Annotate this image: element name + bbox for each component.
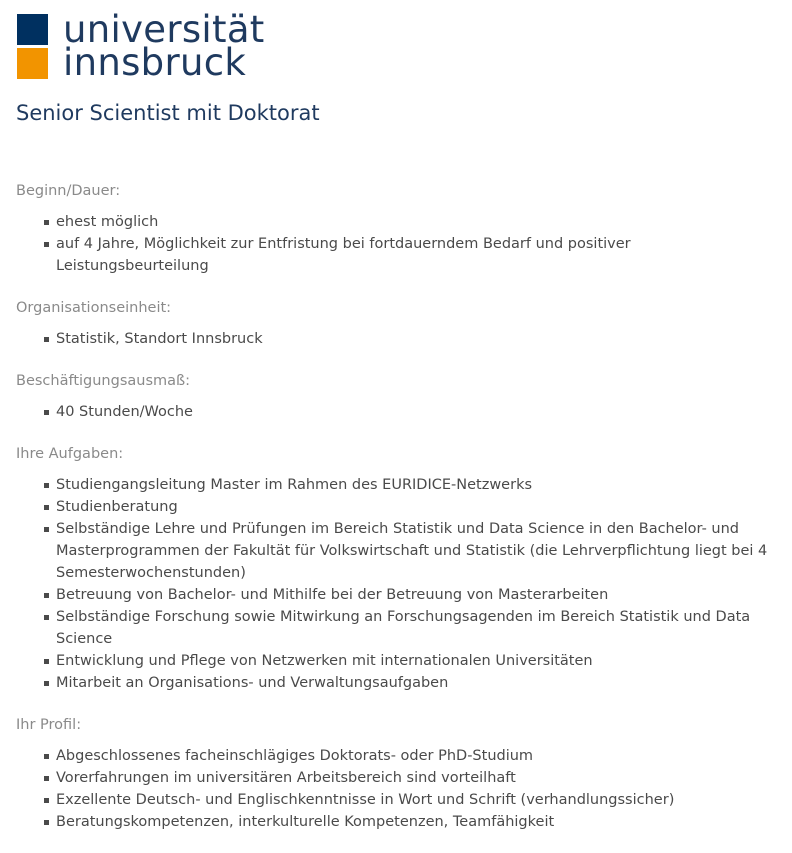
university-logo[interactable] [17,8,277,84]
section-label: Organisationseinheit: [16,300,172,316]
list-item: Beratungskompetenzen, interkulturelle Kompetenzen, Teamfähigkeit [16,811,786,833]
section-label: Ihre Aufgaben: [16,446,124,462]
section-list [16,328,786,350]
section-organisationseinheit [16,297,786,350]
list-item: Statistik, Standort Innsbruck [16,328,786,350]
page-title: Senior Scientist mit Doktorat [16,101,320,125]
list-item: Exzellente Deutsch- und Englischkenntnisse in Wort und Schrift (verhandlungssicher) [16,789,786,811]
list-item: auf 4 Jahre, Möglichkeit zur Entfristung bei fortdauerndem Bedarf und positiver Leistungsbeurteilung [16,233,786,277]
section-label: Beginn/Dauer: [16,183,121,199]
job-details [16,180,786,853]
section-list [16,401,786,423]
list-item: 40 Stunden/Woche [16,401,786,423]
list-item: Entwicklung und Pflege von Netzwerken mit internationalen Universitäten [16,650,786,672]
section-label: Ihr Profil: [16,717,82,733]
logo-orange-square [17,48,48,79]
logo-wordmark-line1: universität [63,8,265,51]
list-item: ehest möglich [16,211,786,233]
section-beginn-dauer [16,180,786,277]
section-list [16,211,786,277]
logo-blue-square [17,14,48,45]
list-item: Studienberatung [16,496,786,518]
list-item: Betreuung von Bachelor- und Mithilfe bei der Betreuung von Masterarbeiten [16,584,786,606]
list-item: Selbständige Lehre und Prüfungen im Bereich Statistik und Data Science in den Bachelor- und Masterprogrammen der Fakultät für Volkswirtschaft und Statistik (die Lehrverpflichtung liegt bei 4 Semesterwochenstunden) [16,518,786,584]
list-item: Mitarbeit an Organisations- und Verwaltungsaufgaben [16,672,786,694]
list-item: Vorerfahrungen im universitären Arbeitsbereich sind vorteilhaft [16,767,786,789]
section-list [16,474,786,694]
section-label: Beschäftigungsausmaß: [16,373,191,389]
list-item: Studiengangsleitung Master im Rahmen des EURIDICE-Netzwerks [16,474,786,496]
list-item: Abgeschlossenes facheinschlägiges Doktorats- oder PhD-Studium [16,745,786,767]
section-list [16,745,786,833]
section-ihr-profil [16,714,786,833]
section-beschaeftigungsausmass [16,370,786,423]
section-ihre-aufgaben [16,443,786,694]
list-item: Selbständige Forschung sowie Mitwirkung an Forschungsagenden im Bereich Statistik und Data Science [16,606,786,650]
logo-wordmark-line2: innsbruck [63,41,247,84]
